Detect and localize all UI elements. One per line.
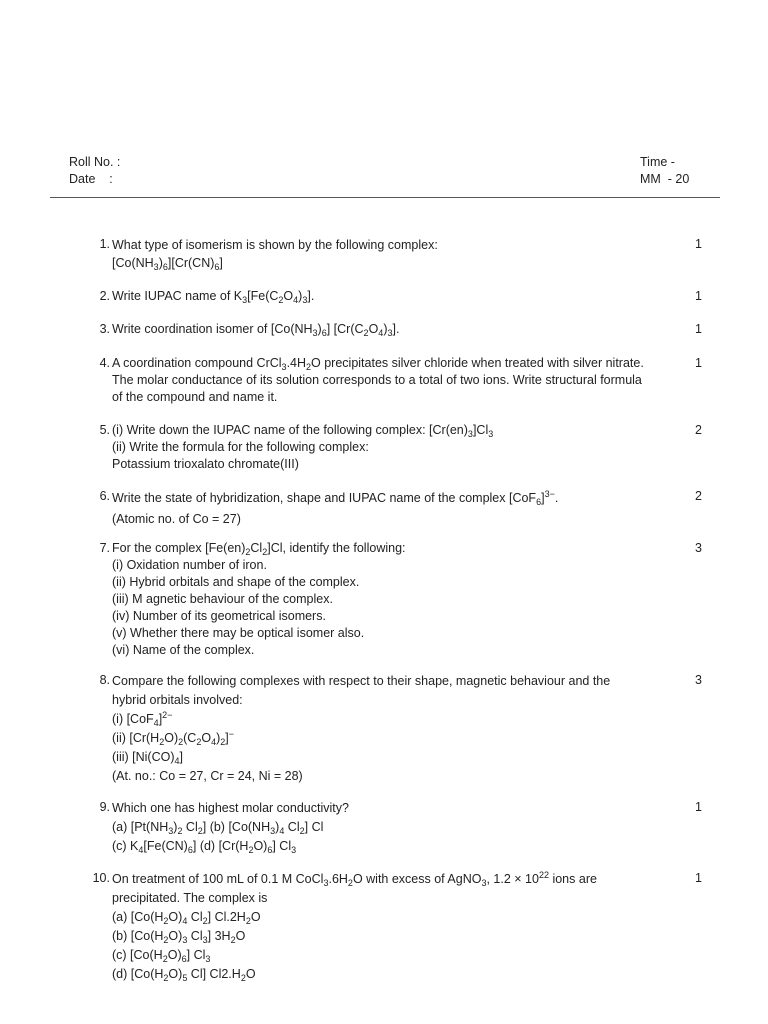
question-body [112,236,692,272]
question-line: (a) [$Co(H_2O)_4$ $Cl_2$] $Cl.2H_2O$ [112,910,261,926]
question-marks: 1 [695,800,702,814]
question-line: of the compound and name it. [112,390,278,404]
question-line: (v) Whether there may be optical isomer also. [112,626,365,640]
question-line: On treatment of 100 mL of 0.1 M $CoCl_3.6H_2O$ with excess of AgNO$_3$, $1.2 \times 10^{22}$ ions are [112,870,597,888]
question-number: 2. [99,289,110,303]
question-number: 5. [99,423,110,437]
question-line: Which one has highest molar conductivity? [112,801,349,815]
question-body [112,288,692,305]
question-line: (i) Oxidation number of iron. [112,558,267,572]
question-marks: 1 [695,289,702,303]
question-line: Potassium trioxalato chromate(III) [112,457,299,471]
question-marks: 1 [695,322,702,336]
question-line: hybrid orbitals involved: [112,693,243,707]
question-marks: 3 [695,673,702,687]
question-line: (ii) Hybrid orbitals and shape of the complex. [112,575,360,589]
question-line: (a) [$Pt(NH_3)_2$ $Cl_2$] (b) [$Co(NH_3)_4$ $Cl_2$] Cl [112,820,324,836]
question-marks: 1 [695,237,702,251]
question-number: 9. [99,800,110,814]
question-line: (b) [$Co(H_2O)_3$ $Cl_3$] $3H_2O$ [112,929,246,945]
question-line: (Atomic no. of Co = 27) [112,512,241,526]
question-line: (At. no.: Co = 27, Cr = 24, Ni = 28) [112,769,303,783]
question-body [112,540,692,659]
question-number: 1. [99,237,110,251]
question-line: (iii) M agnetic behaviour of the complex. [112,592,333,606]
question-marks: 3 [695,541,702,555]
question-line: $[Co(NH_3)_6][Cr(CN)_6]$ [112,256,223,272]
question-number: 3. [99,322,110,336]
question-line: (ii) $[Cr(H_2O)_2(C_2O_4)_2]^-$ [112,729,235,747]
header-left [69,154,120,188]
question-body [112,870,692,984]
header-divider [50,197,720,198]
question-body [112,799,692,856]
question-line: (iv) Number of its geometrical isomers. [112,609,326,623]
question-number: 10. [92,871,110,885]
question-line: (ii) Write the formula for the following complex: [112,440,369,454]
date-label: Date : [69,172,113,186]
question-line: Compare the following complexes with respect to their shape, magnetic behaviour and the [112,674,611,688]
question-marks: 2 [695,423,702,437]
question-line: Write IUPAC name of $K_3[Fe(C_2O_4)_3]$. [112,289,315,305]
question-line: (d) [$Co(H_2O)_5$ Cl] $Cl2.H_2O$ [112,967,256,983]
question-line: Write the state of hybridization, shape and IUPAC name of the complex $[CoF_6]^{3-}$. [112,489,559,507]
roll-no-label: Roll No. : [69,155,121,169]
question-body [112,355,692,406]
question-line: The molar conductance of its solution corresponds to a total of two ions. Write structural formula [112,373,642,387]
time-label: Time - [640,155,675,169]
question-line: (c) $[Co(H_2O)_6]$ $Cl_3$ [112,948,211,964]
header-right [640,154,689,188]
question-line: (i) $[CoF_4]^{2-}$ [112,710,173,728]
question-line: (i) Write down the IUPAC name of the following complex: $[Cr(en)_3]Cl_3$ [112,423,494,439]
question-number: 6. [99,489,110,503]
question-line: (vi) Name of the complex. [112,643,255,657]
question-body [112,488,692,530]
question-line: Write coordination isomer of $[Co(NH_3)_6]$ $[Cr(C_2O_4)_3]$. [112,322,400,338]
question-line: precipitated. The complex is [112,891,268,905]
question-body [112,321,692,338]
question-line: (c) $K_4[Fe(CN)_6]$ (d) $[Cr(H_2O)_6]$ $Cl_3$ [112,839,297,855]
question-marks: 2 [695,489,702,503]
question-number: 7. [99,541,110,555]
question-number: 4. [99,356,110,370]
question-line: A coordination compound $CrCl_3.4H_2O$ precipitates silver chloride when treated with silver nitrate. [112,356,644,372]
question-line: (iii) $[Ni(CO)_4]$ [112,750,183,766]
question-number: 8. [99,673,110,687]
question-marks: 1 [695,356,702,370]
question-line: For the complex $[Fe(en)_2Cl_2]Cl$, identify the following: [112,541,406,557]
question-body [112,422,692,473]
max-marks-label: MM - 20 [640,172,690,186]
question-line: What type of isomerism is shown by the following complex: [112,238,438,252]
question-marks: 1 [695,871,702,885]
question-body [112,672,692,786]
